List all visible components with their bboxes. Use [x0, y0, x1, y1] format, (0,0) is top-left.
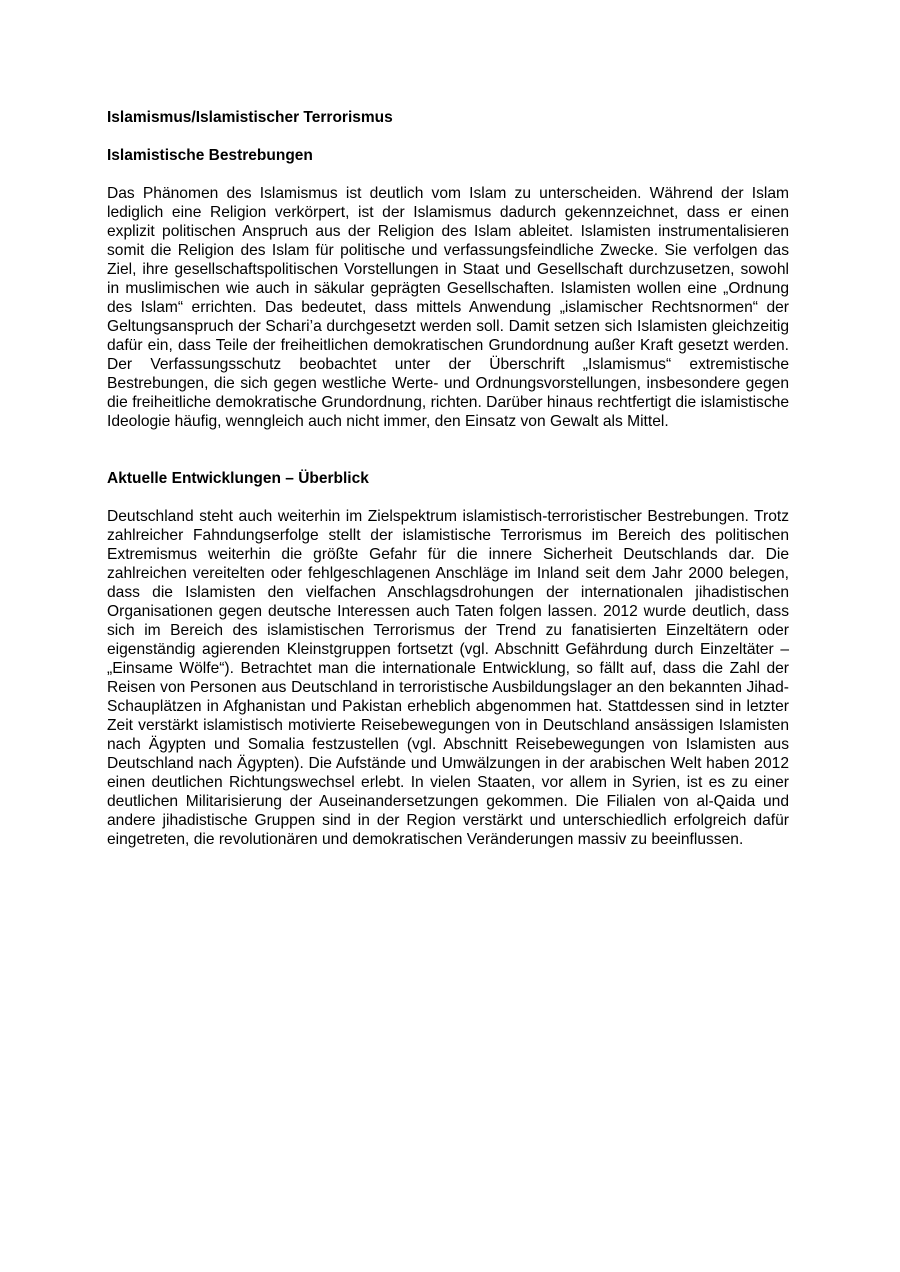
document-title: Islamismus/Islamistischer Terrorismus	[107, 109, 393, 126]
paragraph-aktuelle-entwicklungen: Deutschland steht auch weiterhin im Zielspektrum islamistisch-terroristischer Bestrebungen. Trotz zahlreicher Fahndungserfolge stellt der islamistische Terrorismus im Bereich des politischen Extremismus weiterhin die größte Gefahr für die innere Sicherheit Deutschlands dar. Die zahlreichen vereitelten oder fehlgeschlagenen Anschläge im Inland seit dem Jahr 2000 belegen, dass die Islamisten den vielfachen Anschlagsdrohungen der internationalen jihadistischen Organisationen gegen deutsche Interessen auch Taten folgen lassen. 2012 wurde deutlich, dass sich im Bereich des islamistischen Terrorismus der Trend zu fanatisierten Einzeltätern oder eigenständig agierenden Kleinstgruppen fortsetzt (vgl. Abschnitt Gefährdung durch Einzeltäter – „Einsame Wölfe“). Betrachtet man die internationale Entwicklung, so fällt auf, dass die Zahl der Reisen von Personen aus Deutschland in terroristische Ausbildungslager an den bekannten Jihad-Schauplätzen in Afghanistan und Pakistan erheblich abgenommen hat. Stattdessen sind in letzter Zeit verstärkt islamistisch motivierte Reisebewegungen von in Deutschland ansässigen Islamisten nach Ägypten und Somalia festzustellen (vgl. Abschnitt Reisebewegungen von Islamisten aus Deutschland nach Ägypten). Die Aufstände und Umwälzungen in der arabischen Welt haben 2012 einen deutlichen Richtungswechsel erlebt. In vielen Staaten, vor allem in Syrien, ist es zu einer deutlichen Militarisierung der Auseinandersetzungen gekommen. Die Filialen von al-Qaida und andere jihadistische Gruppen sind in der Region verstärkt und unterschiedlich erfolgreich dafür eingetreten, die revolutionären und demokratischen Veränderungen massiv zu beeinflussen.	[107, 508, 789, 848]
section-heading-aktuelle-entwicklungen: Aktuelle Entwicklungen – Überblick	[107, 470, 369, 487]
paragraph-islamistische-bestrebungen: Das Phänomen des Islamismus ist deutlich vom Islam zu unterscheiden. Während der Islam lediglich eine Religion verkörpert, ist der Islamismus dadurch gekennzeichnet, dass er einen explizit politischen Anspruch aus der Religion des Islam ableitet. Islamisten instrumentalisieren somit die Religion des Islam für politische und verfassungsfeindliche Zwecke. Sie verfolgen das Ziel, ihre gesellschaftspolitischen Vorstellungen in Staat und Gesellschaft durchzusetzen, sowohl in muslimischen wie auch in säkular geprägten Gesellschaften. Islamisten wollen eine „Ordnung des Islam“ errichten. Das bedeutet, dass mittels Anwendung „islamischer Rechtsnormen“ der Geltungsanspruch der Schari’a durchgesetzt werden soll. Damit setzen sich Islamisten gleichzeitig dafür ein, dass Teile der freiheitlichen demokratischen Grundordnung außer Kraft gesetzt werden. Der Verfassungsschutz beobachtet unter der Überschrift „Islamismus“ extremistische Bestrebungen, die sich gegen westliche Werte- und Ordnungsvorstellungen, insbesondere gegen die freiheitliche demokratische Grundordnung, richten. Darüber hinaus rechtfertigt die islamistische Ideologie häufig, wenngleich auch nicht immer, den Einsatz von Gewalt als Mittel.	[107, 185, 789, 430]
document-page	[107, 108, 789, 849]
section-heading-islamistische-bestrebungen: Islamistische Bestrebungen	[107, 147, 313, 164]
